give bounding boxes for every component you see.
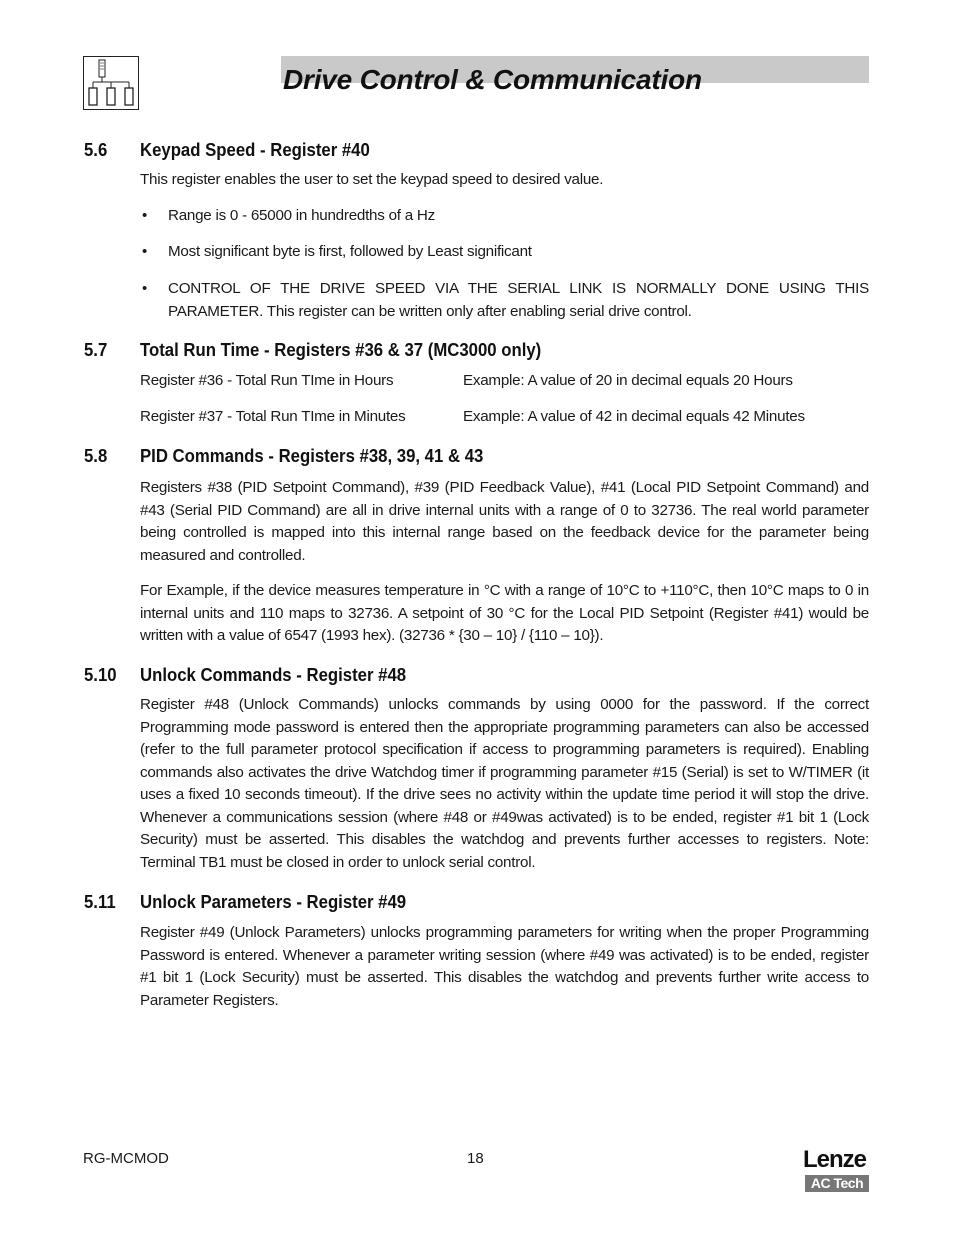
run-time-example-hours: Example: A value of 20 in decimal equals 20 Hours (463, 372, 793, 389)
section-number-5-10: 5.10 (84, 665, 117, 685)
section-title-total-run-time: Total Run Time - Registers #36 & 37 (MC3000 only) (140, 340, 542, 360)
bullet-range: Range is 0 - 65000 in hundredths of a Hz (168, 207, 435, 224)
section-number-5-7: 5.7 (84, 340, 108, 360)
network-diagram-svg (84, 57, 137, 108)
run-time-example-minutes: Example: A value of 42 in decimal equals 42 Minutes (463, 408, 805, 425)
keypad-speed-intro: This register enables the user to set the keypad speed to desired value. (140, 171, 604, 188)
unlock-parameters-paragraph: Register #49 (Unlock Parameters) unlocks programming parameters for writing when the proper Programming Password is entered. Whenever a parameter writing session (where #49 was activated) is to be ended, register #1 bit 1 (Lock Security) must be asserted. This disables the watchdog and prevents further write access to Parameter Registers. (140, 924, 869, 1009)
bullet-icon: • (142, 243, 148, 260)
section-title-pid-commands: PID Commands - Registers #38, 39, 41 & 43 (140, 446, 484, 466)
section-number-5-11: 5.11 (84, 892, 116, 912)
run-time-register-36: Register #36 - Total Run TIme in Hours (140, 372, 394, 389)
section-number-5-8: 5.8 (84, 446, 108, 466)
document-code: RG-MCMOD (83, 1150, 169, 1167)
section-title-keypad-speed: Keypad Speed - Register #40 (140, 140, 370, 160)
lenze-logo: Lenze (803, 1146, 867, 1173)
section-title-unlock-parameters: Unlock Parameters - Register #49 (140, 892, 407, 912)
page-number: 18 (467, 1150, 484, 1167)
pid-commands-paragraph-2: For Example, if the device measures temperature in °C with a range of 10°C to +110°C, then 10°C maps to 0 in internal units and 110 maps to 32736. A setpoint of 30 °C for the Local PID Setpoint (Register #41) would be written with a value of 6547 (1993 hex). (32736 * {30 – 10} / {110 – 10}). (140, 582, 869, 644)
run-time-register-37: Register #37 - Total Run TIme in Minutes (140, 408, 406, 425)
page-title: Drive Control & Communication (283, 64, 702, 95)
pid-commands-paragraph-1: Registers #38 (PID Setpoint Command), #39 (PID Feedback Value), #41 (Local PID Setpoint Command) and #43 (Serial PID Command) are all in drive internal units with a range of 0 to 32736. The real world parameter being controlled is mapped into this internal range based on the feedback device for the parameter being measured and controlled. (140, 479, 869, 564)
ac-tech-badge: AC Tech (805, 1175, 869, 1192)
bullet-icon: • (142, 280, 148, 297)
bullet-icon: • (142, 207, 148, 224)
section-title-unlock-commands: Unlock Commands - Register #48 (140, 665, 407, 685)
network-diagram-icon (83, 56, 139, 110)
bullet-byte-order: Most significant byte is first, followed by Least significant (168, 243, 532, 260)
bullet-serial-control: CONTROL OF THE DRIVE SPEED VIA THE SERIAL LINK IS NORMALLY DONE USING THIS PARAMETER. This register can be written only after enabling serial drive control. (168, 280, 869, 320)
unlock-commands-paragraph: Register #48 (Unlock Commands) unlocks commands by using 0000 for the password. If the correct Programming mode password is entered then the appropriate programming parameters can also be accessed (refer to the full parameter protocol specification if access to programming parameters is required). Enabling commands also activates the drive Watchdog timer if programming parameter #15 (Serial) is set to W/TIMER (it uses a fixed 10 seconds timeout). If the drive sees no activity within the update time period it will stop the drive. Whenever a communications session (where #48 or #49was activated) is to be ended, register #1 bit 1 (Lock Security) must be asserted. This disables the watchdog and prevents further accesses to registers. Note: Terminal TB1 must be closed in order to unlock serial control. (140, 696, 869, 871)
section-number-5-6: 5.6 (84, 140, 108, 160)
